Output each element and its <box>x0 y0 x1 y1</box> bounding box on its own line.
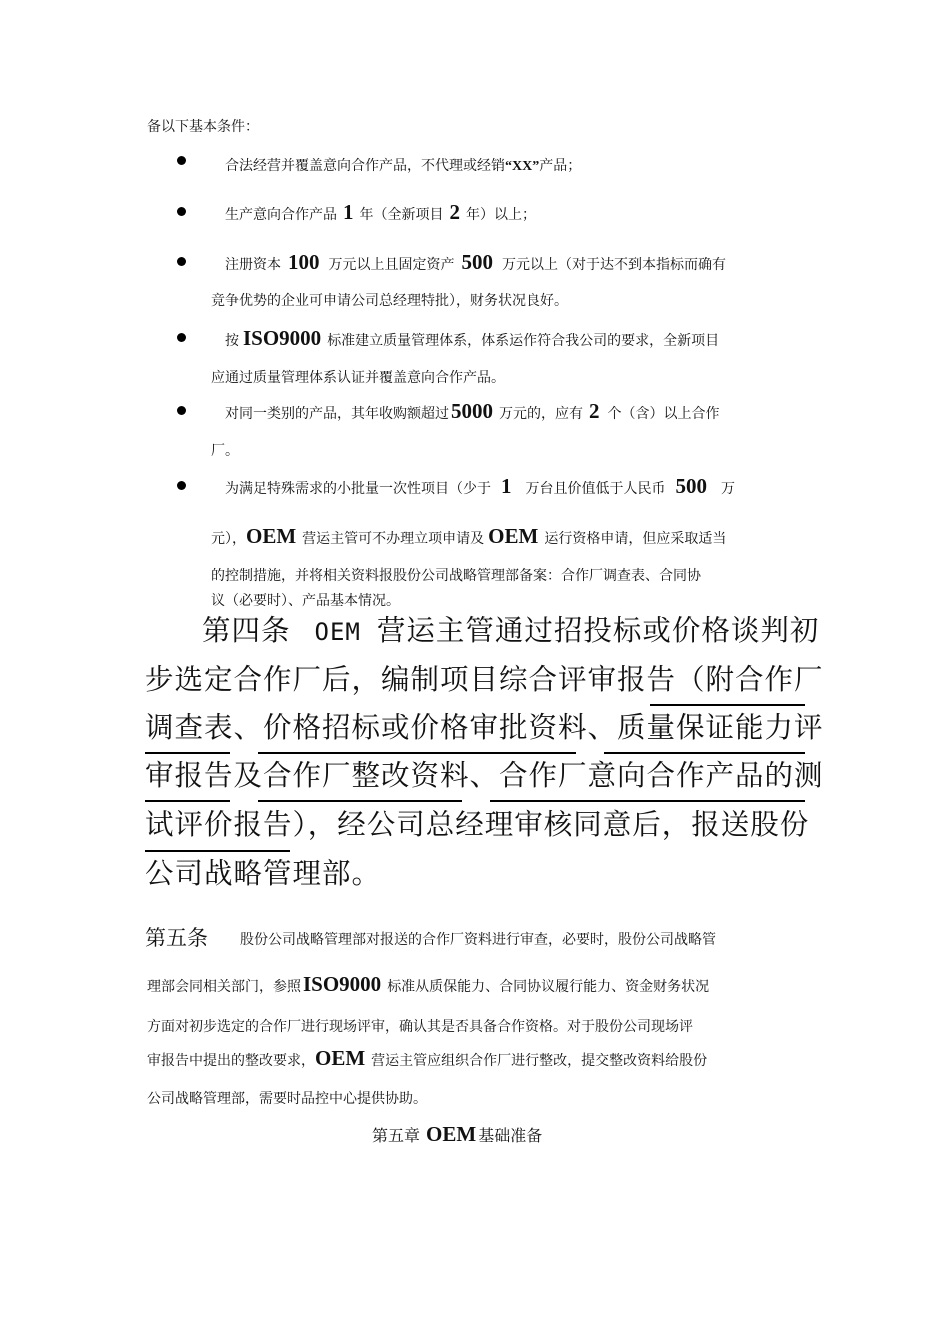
article-5-text-end: 标准从质保能力、合同协议履行能力、资金财务状况 <box>387 979 710 995</box>
bullet-2 <box>225 200 536 227</box>
article-4-line-5: 试评价报告），经公司总经理审核同意后，报送股份 <box>145 808 810 841</box>
article-4-line-6: 公司战略管理部。 <box>145 857 382 890</box>
bullet-5-text: 对同一类别的产品，其年收购额超过 <box>225 406 449 422</box>
bullet-dot-icon <box>177 156 186 165</box>
article-5-line-3: 方面对初步选定的合作厂进行现场评审，确认其是否具备合作资格。对于股份公司现场评 <box>147 1019 693 1035</box>
bullet-6-text-end: 运行资格申请，但应采取适当 <box>544 531 727 547</box>
bullet-2-text-mid: 年（全新项目 <box>359 207 444 223</box>
underline <box>258 800 462 802</box>
bullet-6-text: 为满足特殊需求的小批量一次性项目（少于 <box>225 481 491 497</box>
chapter-5-heading <box>372 1122 542 1148</box>
bullet-6-line-2 <box>211 524 726 551</box>
article-4-line-4: 审报告及合作厂整改资料、合作厂意向合作产品的测 <box>145 759 824 792</box>
article-4-oem: OEM <box>314 618 361 646</box>
bullet-6-oem: OEM <box>488 524 539 548</box>
bullet-4-text: 按 <box>225 333 239 349</box>
bullet-6-text-end: 万 <box>721 481 735 497</box>
intro-text: 备以下基本条件： <box>147 119 259 135</box>
underline <box>145 752 230 754</box>
bullet-1-text-end: 产品； <box>539 158 582 174</box>
chapter-5-title: 基础准备 <box>478 1126 543 1145</box>
bullet-5-num: 5000 <box>451 399 493 423</box>
bullet-6-oem: OEM <box>246 524 297 548</box>
bullet-2-num: 1 <box>343 200 354 224</box>
bullet-3-text: 注册资本 <box>225 257 281 273</box>
article-4-line-1 <box>202 614 820 647</box>
article-5-line-2 <box>147 972 709 999</box>
underline <box>490 800 805 802</box>
underline <box>145 850 290 852</box>
bullet-3-text-mid: 万元以上且固定资产 <box>328 257 455 273</box>
underline <box>604 752 805 754</box>
bullet-dot-icon <box>177 333 186 342</box>
bullet-dot-icon <box>177 207 186 216</box>
article-5-line-1: 股份公司战略管理部对报送的合作厂资料进行审查，必要时，股份公司战略管 <box>240 932 716 948</box>
bullet-6-line-1 <box>225 474 735 501</box>
article-4-text: 营运主管通过招投标或价格谈判初 <box>376 614 820 647</box>
bullet-5-text-end: 个（含）以上合作 <box>607 406 720 422</box>
bullet-3-text-end: 万元以上（对于达不到本指标而确有 <box>502 257 726 273</box>
article-5-text: 理部会同相关部门，参照 <box>147 979 301 995</box>
underline <box>145 800 230 802</box>
bullet-6-text-mid: 营运主管可不办理立项申请及 <box>302 531 485 547</box>
bullet-5-line-2: 厂。 <box>211 443 239 459</box>
bullet-5-line-1 <box>225 399 720 426</box>
underline <box>650 704 805 706</box>
bullet-4-line-2: 应通过质量管理体系认证并覆盖意向合作产品。 <box>211 370 505 386</box>
bullet-4-iso: ISO9000 <box>243 326 322 350</box>
bullet-2-num: 2 <box>449 200 460 224</box>
article-5-label: 第五条 <box>145 926 208 950</box>
bullet-1 <box>225 159 581 174</box>
underline <box>258 752 576 754</box>
bullet-6-line-4: 议（必要时）、产品基本情况。 <box>211 593 400 609</box>
bullet-1-quote: “XX” <box>505 159 540 174</box>
article-5-line-5: 公司战略管理部，需要时品控中心提供协助。 <box>147 1091 427 1107</box>
bullet-4-text-end: 标准建立质量管理体系，体系运作符合我公司的要求，全新项目 <box>327 333 720 349</box>
bullet-6-num: 500 <box>675 474 707 498</box>
bullet-6-line-3: 的控制措施，并将相关资料报股份公司战略管理部备案：合作厂调查表、合同协 <box>211 568 701 584</box>
bullet-6-text: 元）， <box>211 531 246 547</box>
chapter-5-oem: OEM <box>426 1122 477 1146</box>
bullet-4-line-1 <box>225 326 719 353</box>
article-5-text-end: 营运主管应组织合作厂进行整改，提交整改资料给股份 <box>371 1053 708 1069</box>
chapter-5-label: 第五章 <box>372 1126 421 1145</box>
bullet-dot-icon <box>177 257 186 266</box>
bullet-5-text-mid: 万元的，应有 <box>499 406 583 422</box>
bullet-3-num: 500 <box>461 250 493 274</box>
article-5-oem: OEM <box>315 1046 366 1070</box>
article-4-label: 第四条 <box>202 614 291 647</box>
bullet-6-num: 1 <box>501 474 512 498</box>
bullet-dot-icon <box>177 406 186 415</box>
article-5-line-4 <box>147 1046 707 1073</box>
article-5-text: 审报告中提出的整改要求， <box>147 1053 315 1069</box>
bullet-3-line-1 <box>225 250 726 277</box>
bullet-5-num: 2 <box>589 399 600 423</box>
bullet-6-text-mid: 万台且价值低于人民币 <box>525 481 666 497</box>
bullet-3-num: 100 <box>288 250 320 274</box>
bullet-2-text: 生产意向合作产品 <box>225 207 337 223</box>
bullet-3-line-2: 竞争优势的企业可申请公司总经理特批），财务状况良好。 <box>211 293 568 309</box>
bullet-2-text-end: 年）以上； <box>466 207 536 223</box>
bullet-dot-icon <box>177 481 186 490</box>
bullet-1-text: 合法经营并覆盖意向合作产品，不代理或经销 <box>225 158 505 174</box>
article-4-line-3: 调查表、价格招标或价格审批资料、质量保证能力评 <box>145 711 824 744</box>
article-4-line-2: 步选定合作厂后，编制项目综合评审报告（附合作厂 <box>145 663 824 696</box>
article-5-iso: ISO9000 <box>303 972 382 996</box>
